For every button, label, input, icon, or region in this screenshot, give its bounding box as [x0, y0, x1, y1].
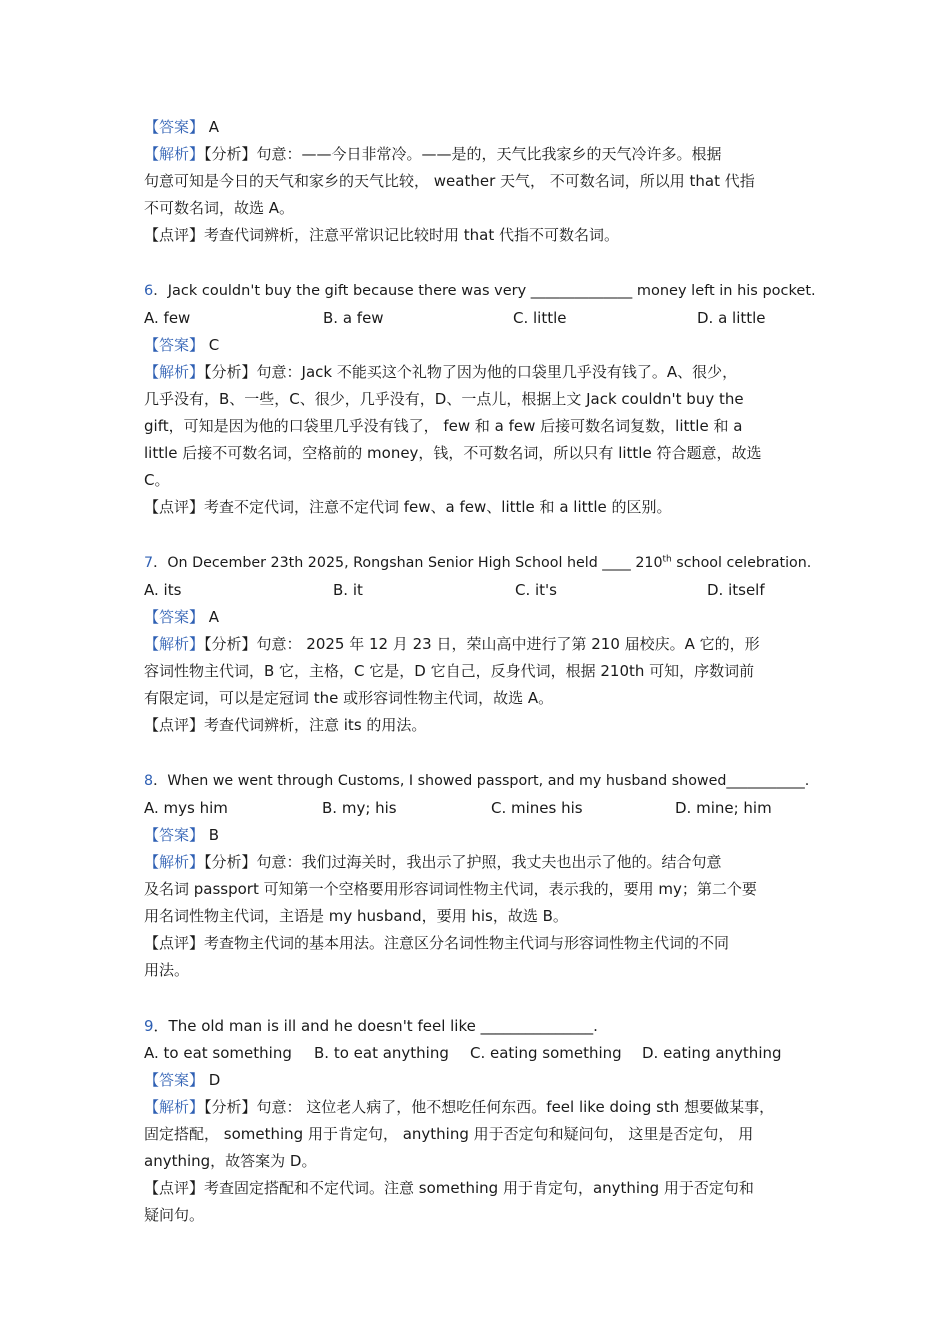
question-number: 6: [144, 283, 154, 299]
comment-line: 【点评】考查代词辨析，注意平常识记比较时用 that 代指不可数名词。: [144, 226, 620, 244]
analysis-line: 及名词 passport 可知第一个空格要用形容词词性物主代词，表示我的，要用 my；第二个要: [144, 880, 757, 898]
option-d: D. a little: [697, 309, 766, 327]
option-a: A. mys him: [144, 799, 228, 817]
analysis-tag: 【解析】: [144, 853, 205, 871]
answer-line: [144, 332, 816, 359]
question-stem: [144, 768, 816, 795]
ordinal-superscript: th: [662, 554, 672, 565]
question-text: ．When we went through Customs, I showed passport, and my husband showed___________.: [153, 773, 810, 789]
analysis-tag: 【解析】: [144, 635, 205, 653]
comment-line: 【点评】考查物主代词的基本用法。注意区分名词性物主代词与形容词性物主代词的不同: [144, 934, 730, 952]
analysis-line: gift，可知是因为他的口袋里几乎没有钱了， few 和 a few 后接可数名词复数，little 和 a: [144, 417, 743, 435]
analysis-line: 用名词性物主代词，主语是 my husband，要用 his，故选 B。: [144, 907, 568, 925]
question-number: 9: [144, 1017, 154, 1035]
option-c: C. little: [513, 309, 567, 327]
option-b: B. a few: [323, 309, 384, 327]
question-text: ．The old man is ill and he doesn't feel like _______________.: [153, 1017, 598, 1035]
option-a: A. few: [144, 309, 191, 327]
option-d: D. eating anything: [642, 1044, 782, 1062]
comment-line: 【点评】考查代词辨析，注意 its 的用法。: [144, 716, 427, 734]
analysis-line: anything，故答案为 D。: [144, 1152, 317, 1170]
answer-tag: 【答案】: [144, 118, 205, 136]
option-a: A. to eat something: [144, 1044, 292, 1062]
analysis-text: 【分析】句意： 这位老人病了，他不想吃任何东西。feel like doing sth 想要做某事，: [204, 1098, 775, 1116]
analysis-text: 【分析】句意： 2025 年 12 月 23 日，荣山高中进行了第 210 届校庆。A 它的，形: [204, 635, 760, 653]
answer-value: C: [208, 336, 220, 354]
analysis-line: [144, 141, 816, 168]
option-row: [144, 795, 816, 822]
question-stem: [144, 550, 816, 577]
analysis-line: [144, 849, 816, 876]
analysis-line: 容词性物主代词，B 它，主格，C 它是，D 它自己，反身代词，根据 210th 可知，序数词前: [144, 662, 755, 680]
analysis-line: 有限定词，可以是定冠词 the 或形容词性物主代词，故选 A。: [144, 689, 554, 707]
comment-line: 用法。: [144, 961, 190, 979]
analysis-line: [144, 1094, 816, 1121]
analysis-tag: 【解析】: [144, 1098, 205, 1116]
answer-tag: 【答案】: [144, 336, 205, 354]
comment-line: 疑问句。: [144, 1206, 205, 1224]
analysis-tag: 【解析】: [144, 363, 205, 381]
option-row: [144, 577, 816, 604]
analysis-line: 几乎没有，B、一些，C、很少，几乎没有，D、一点儿，根据上文 Jack couldn't buy the: [144, 390, 744, 408]
question-number: 8: [144, 773, 154, 789]
analysis-text: 【分析】句意：Jack 不能买这个礼物了因为他的口袋里几乎没有钱了。A、很少，: [204, 363, 738, 381]
option-c: C. mines his: [491, 799, 583, 817]
analysis-line: [144, 359, 816, 386]
analysis-line: [144, 631, 816, 658]
option-c: C. it's: [515, 581, 557, 599]
analysis-tag: 【解析】: [144, 145, 205, 163]
analysis-line: 句意可知是今日的天气和家乡的天气比较， weather 天气， 不可数名词，所以用 that 代指: [144, 172, 755, 190]
comment-line: 【点评】考查固定搭配和不定代词。注意 something 用于肯定句，anything 用于否定句和: [144, 1179, 754, 1197]
answer-value: A: [208, 608, 220, 626]
answer-value: B: [208, 826, 220, 844]
answer-tag: 【答案】: [144, 826, 205, 844]
answer-line: [144, 604, 816, 631]
document-page: [144, 114, 816, 1229]
option-c: C. eating something: [470, 1044, 622, 1062]
question-stem: [144, 1013, 816, 1040]
option-d: D. itself: [707, 581, 765, 599]
comment-line: 【点评】考查不定代词，注意不定代词 few、a few、little 和 a little 的区别。: [144, 498, 672, 516]
option-a: A. its: [144, 581, 182, 599]
question-number: 7: [144, 555, 154, 571]
analysis-line: 不可数名词，故选 A。: [144, 199, 295, 217]
analysis-line: C。: [144, 471, 170, 489]
question-text: ．Jack couldn't buy the gift because there was very ______________ money left in his pocket.: [153, 283, 816, 299]
question-stem: [144, 278, 816, 305]
question-text: ．On December 23th 2025, Rongshan Senior High School held ____ 210: [153, 555, 663, 571]
answer-tag: 【答案】: [144, 608, 205, 626]
analysis-text: 【分析】句意：我们过海关时，我出示了护照，我丈夫也出示了他的。结合句意: [204, 853, 722, 871]
option-b: B. my; his: [322, 799, 397, 817]
question-text-end: school celebration.: [671, 555, 812, 571]
answer-line: [144, 822, 816, 849]
analysis-line: little 后接不可数名词，空格前的 money，钱，不可数名词，所以只有 little 符合题意，故选: [144, 444, 762, 462]
answer-value: A: [208, 118, 220, 136]
answer-value: D: [208, 1071, 221, 1089]
answer-tag: 【答案】: [144, 1071, 205, 1089]
answer-line: [144, 114, 816, 141]
option-row: [144, 1040, 816, 1067]
option-b: B. it: [333, 581, 363, 599]
option-b: B. to eat anything: [314, 1044, 449, 1062]
analysis-line: 固定搭配， something 用于肯定句， anything 用于否定句和疑问句， 这里是否定句， 用: [144, 1125, 754, 1143]
option-d: D. mine; him: [675, 799, 772, 817]
answer-line: [144, 1067, 816, 1094]
option-row: [144, 305, 816, 332]
analysis-text: 【分析】句意：——今日非常冷。——是的，天气比我家乡的天气冷许多。根据: [204, 145, 722, 163]
